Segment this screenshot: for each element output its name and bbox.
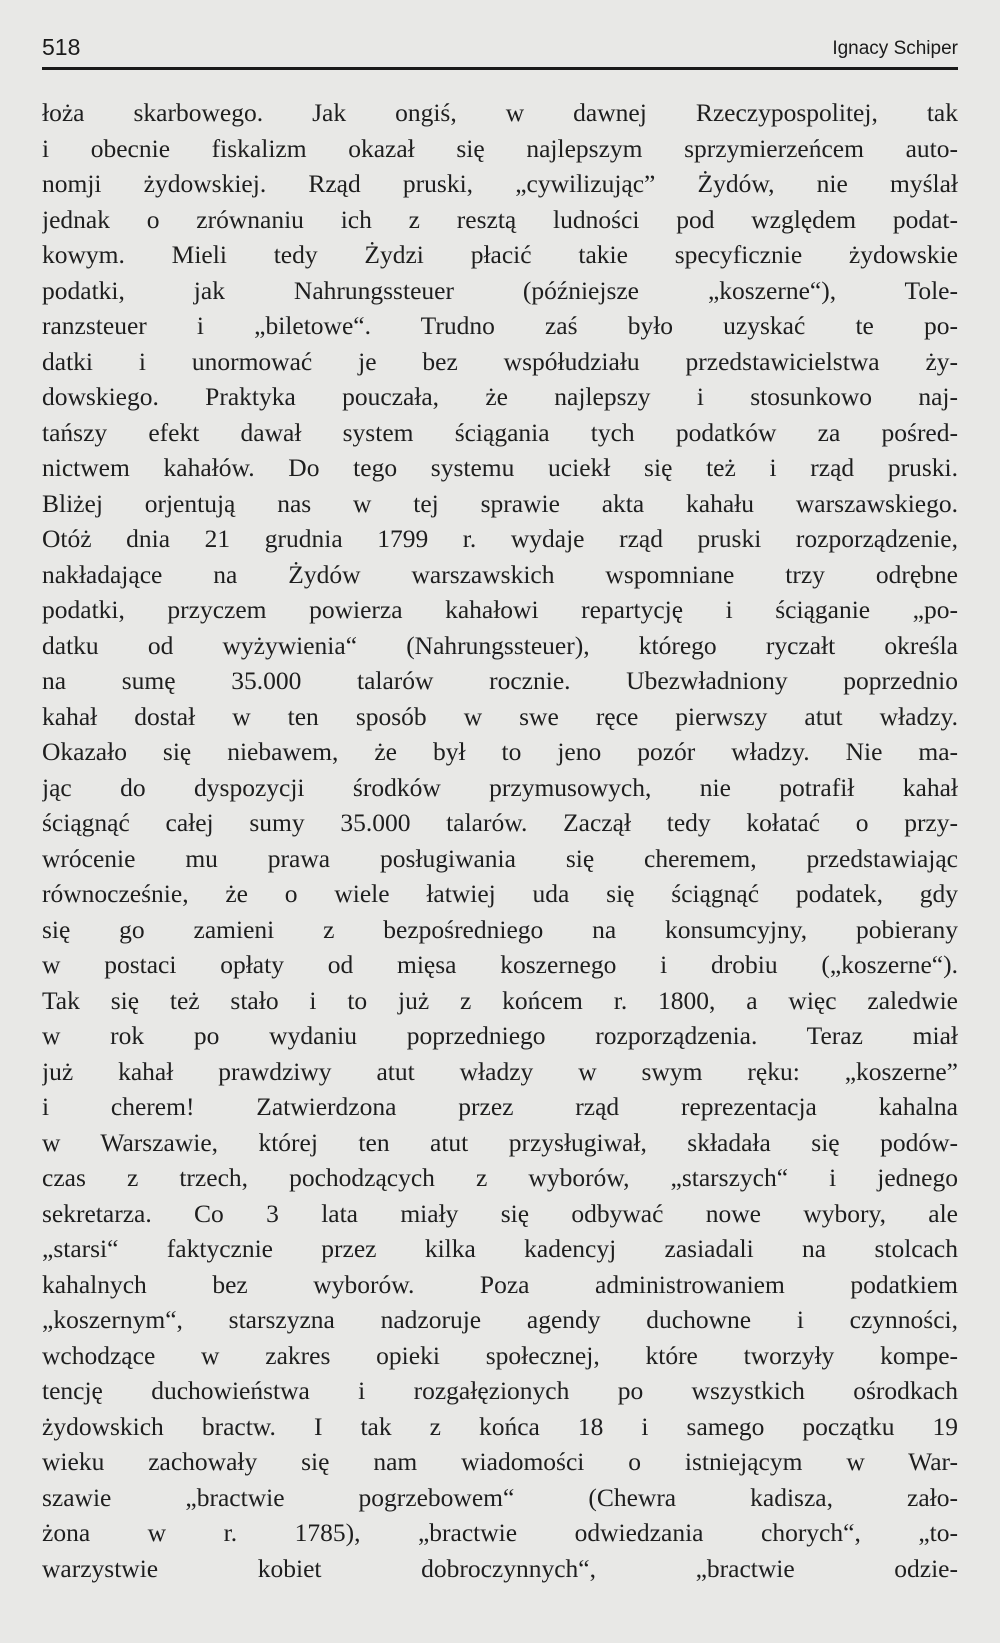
text-line: nomji żydowskiej. Rząd pruski, „cywilizując” Żydów, nie myślał (42, 169, 958, 198)
text-line: podatki, jak Nahrungssteuer (późniejsze „koszerne“), Tole- (42, 275, 958, 305)
text-line: na sumę 35.000 talarów rocznie. Ubezwładniony poprzednio (42, 666, 958, 695)
text-line: w postaci opłaty od mięsa koszernego i drobiu („koszerne“). (42, 950, 958, 979)
text-line: jąc do dyspozycji środków przymusowych, nie potrafił kahał (42, 772, 958, 802)
text-line: „koszernym“, starszyzna nadzoruje agendy duchowne i czynności, (42, 1305, 958, 1334)
page-number: 518 (42, 34, 81, 60)
text-line: tencję duchowieństwa i rozgałęzionych po wszystkich ośrodkach (42, 1376, 958, 1405)
text-line: się go zamieni z bezpośredniego na konsumcyjny, pobierany (42, 914, 958, 944)
text-line: „starsi“ faktycznie przez kilka kadencyj zasiadali na stolcach (42, 1234, 958, 1263)
text-line: podatki, przyczem powierza kahałowi repartycję i ściąganie „po- (42, 595, 958, 624)
text-line: wchodzące w zakres opieki społecznej, które tworzyły kompe- (42, 1340, 958, 1370)
text-line: równocześnie, że o wiele łatwiej uda się ściągnąć podatek, gdy (42, 879, 958, 908)
text-line: ściągnąć całej sumy 35.000 talarów. Zaczął tedy kołatać o przy- (42, 808, 958, 837)
text-line: żona w r. 1785), „bractwie odwiedzania chorych“, „to- (42, 1518, 958, 1547)
text-line: żydowskich bractw. I tak z końca 18 i samego początku 19 (42, 1411, 958, 1441)
text-line: warzystwie kobiet dobroczynnych“, „bractwie odzie- (42, 1553, 958, 1583)
text-line: Otóż dnia 21 grudnia 1799 r. wydaje rząd pruski rozporządzenie, (42, 524, 958, 553)
text-line: nakładające na Żydów warszawskich wspomniane trzy odrębne (42, 559, 958, 589)
text-line: nictwem kahałów. Do tego systemu uciekł się też i rząd pruski. (42, 453, 958, 482)
text-line: łoża skarbowego. Jak ongiś, w dawnej Rzeczypospolitej, tak (42, 98, 958, 127)
text-line: tańszy efekt dawał system ściągania tych podatków za pośred- (42, 417, 958, 447)
text-line: sekretarza. Co 3 lata miały się odbywać nowe wybory, ale (42, 1198, 958, 1228)
text-line: kahalnych bez wyborów. Poza administrowaniem podatkiem (42, 1269, 958, 1299)
header-rule (42, 67, 958, 70)
text-line: czas z trzech, pochodzących z wyborów, „starszych“ i jednego (42, 1163, 958, 1192)
text-line: dowskiego. Praktyka pouczała, że najlepszy i stosunkowo naj- (42, 382, 958, 411)
text-line: Okazało się niebawem, że był to jeno pozór władzy. Nie ma- (42, 737, 958, 766)
body-text (42, 95, 958, 1586)
text-line: już kahał prawdziwy atut władzy w swym ręku: „koszerne” (42, 1056, 958, 1086)
text-line: w rok po wydaniu poprzedniego rozporządzenia. Teraz miał (42, 1021, 958, 1050)
text-line: wieku zachowały się nam wiadomości o istniejącym w War- (42, 1447, 958, 1476)
running-head (42, 30, 958, 66)
running-head-author: Ignacy Schiper (832, 38, 958, 59)
text-line: ranzsteuer i „biletowe“. Trudno zaś było uzyskać te po- (42, 311, 958, 340)
text-line: jednak o zrównaniu ich z resztą ludności pod względem podat- (42, 204, 958, 234)
text-line: Bliżej orjentują nas w tej sprawie akta kahału warszawskiego. (42, 488, 958, 518)
text-line: kahał dostał w ten sposób w swe ręce pierwszy atut władzy. (42, 701, 958, 731)
text-line: datku od wyżywienia“ (Nahrungssteuer), którego ryczałt określa (42, 630, 958, 660)
text-line: datki i unormować je bez współudziału przedstawicielstwa ży- (42, 346, 958, 376)
text-line: kowym. Mieli tedy Żydzi płacić takie specyficznie żydowskie (42, 240, 958, 269)
text-line: Tak się też stało i to już z końcem r. 1800, a więc zaledwie (42, 985, 958, 1015)
text-line: szawie „bractwie pogrzebowem“ (Chewra kadisza, zało- (42, 1482, 958, 1512)
text-line: i cherem! Zatwierdzona przez rząd reprezentacja kahalna (42, 1092, 958, 1121)
text-line: wrócenie mu prawa posługiwania się cheremem, przedstawiając (42, 843, 958, 873)
text-line: w Warszawie, której ten atut przysługiwał, składała się podów- (42, 1127, 958, 1157)
text-line: i obecnie fiskalizm okazał się najlepszym sprzymierzeńcem auto- (42, 133, 958, 163)
